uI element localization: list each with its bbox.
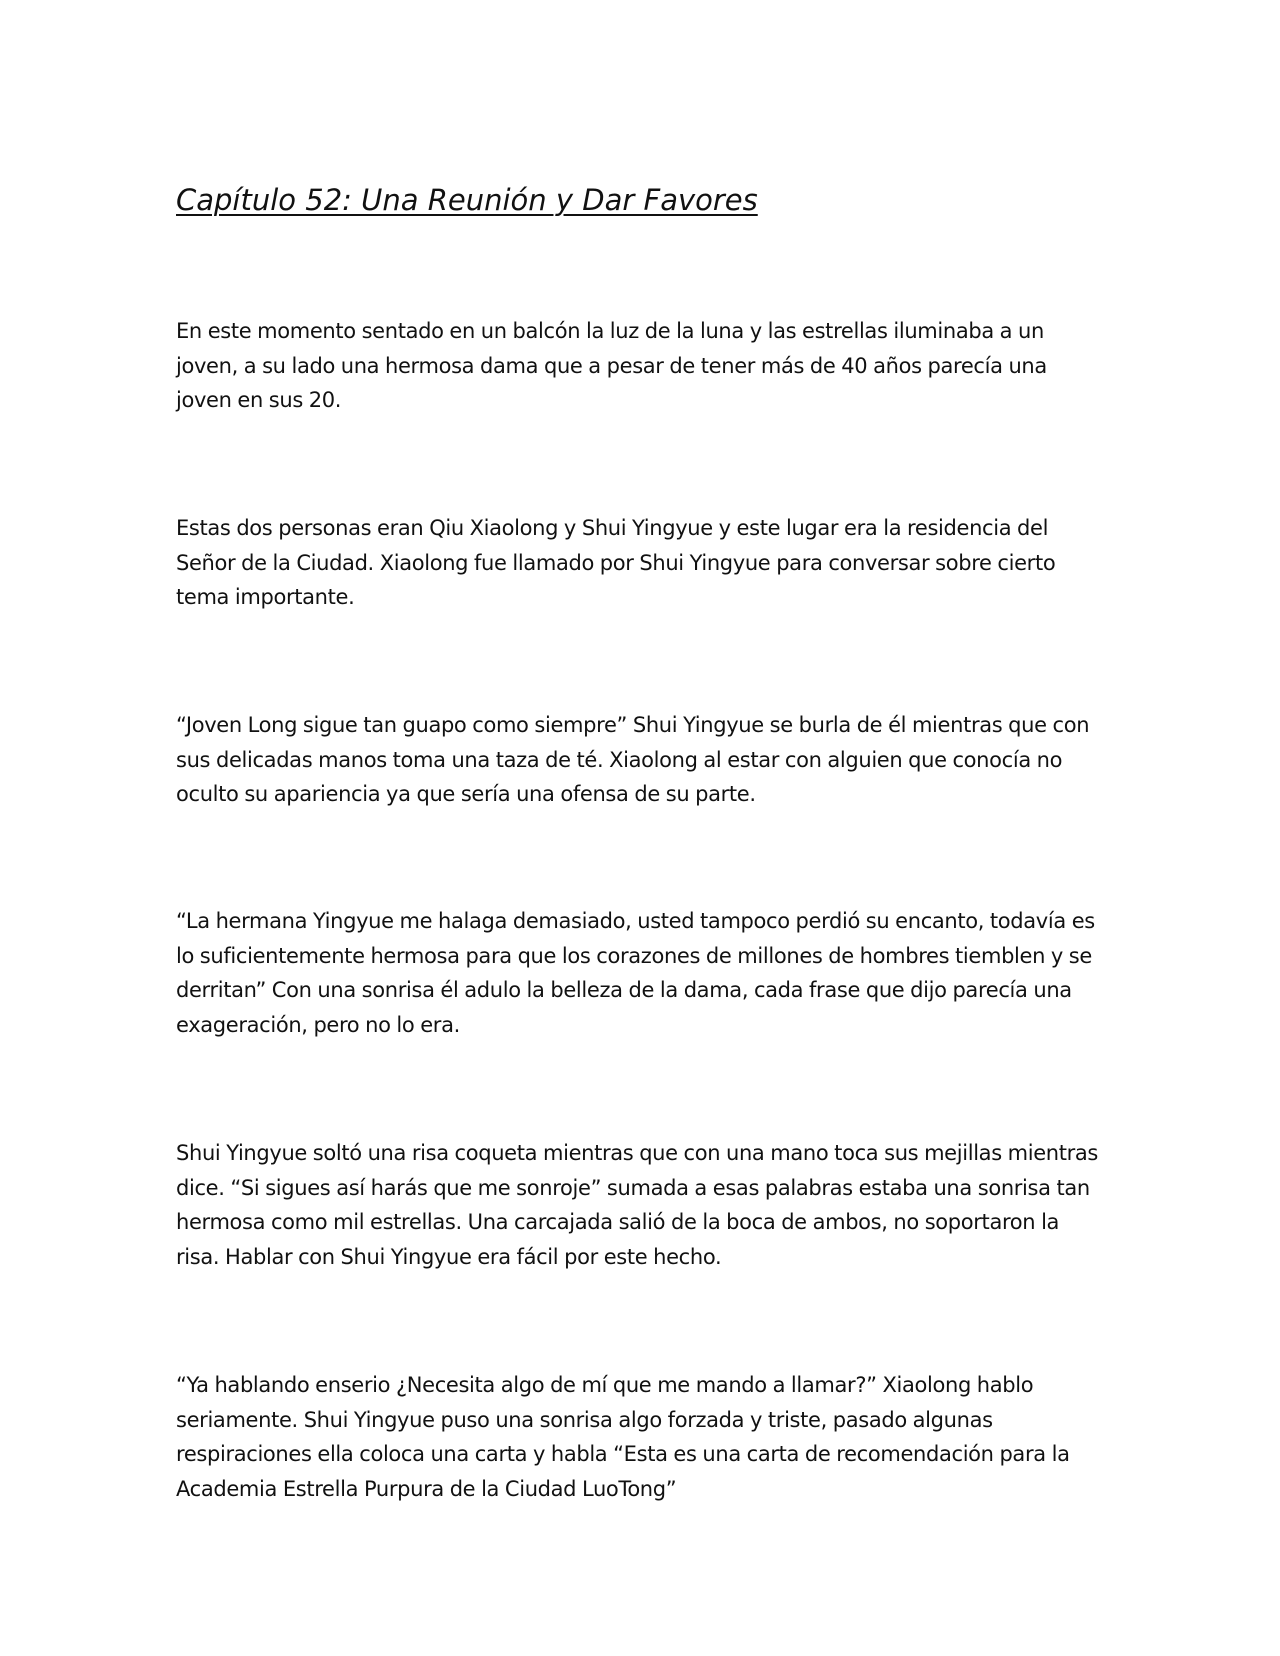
- paragraph-1: En este momento sentado en un balcón la luz de la luna y las estrellas iluminaba a un joven, a su lado una hermosa dama que a pesar de tener más de 40 años parecía una joven en sus 20.: [176, 319, 1047, 412]
- paragraph-5: Shui Yingyue soltó una risa coqueta mientras que con una mano toca sus mejillas mientras dice. “Si sigues así harás que me sonroje” sumada a esas palabras estaba una sonrisa tan hermosa como mil estrellas. Una carcajada salió de la boca de ambos, no soportaron la risa. Hablar con Shui Yingyue era fácil por este hecho.: [176, 1141, 1099, 1269]
- paragraph-2: Estas dos personas eran Qiu Xiaolong y Shui Yingyue y este lugar era la residencia del Señor de la Ciudad. Xiaolong fue llamado por Shui Yingyue para conversar sobre cierto tema importante.: [176, 516, 1056, 609]
- paragraph-4: “La hermana Yingyue me halaga demasiado, usted tampoco perdió su encanto, todavía es lo suficientemente hermosa para que los corazones de millones de hombres tiemblen y se derritan” Con una sonrisa él adulo la belleza de la dama, cada frase que dijo parecía una exageración, pero no lo era.: [176, 909, 1095, 1037]
- paragraph-6: “Ya hablando enserio ¿Necesita algo de mí que me mando a llamar?” Xiaolong hablo seriamente. Shui Yingyue puso una sonrisa algo forzada y triste, pasado algunas respiraciones ella coloca una carta y habla “Esta es una carta de recomendación para la Academia Estrella Purpura de la Ciudad LuoTong”: [176, 1373, 1070, 1501]
- chapter-title: Capítulo 52: Una Reunión y Dar Favores: [176, 183, 758, 217]
- paragraph-3: “Joven Long sigue tan guapo como siempre” Shui Yingyue se burla de él mientras que con sus delicadas manos toma una taza de té. Xiaolong al estar con alguien que conocía no oculto su apariencia ya que sería una ofensa de su parte.: [176, 713, 1090, 806]
